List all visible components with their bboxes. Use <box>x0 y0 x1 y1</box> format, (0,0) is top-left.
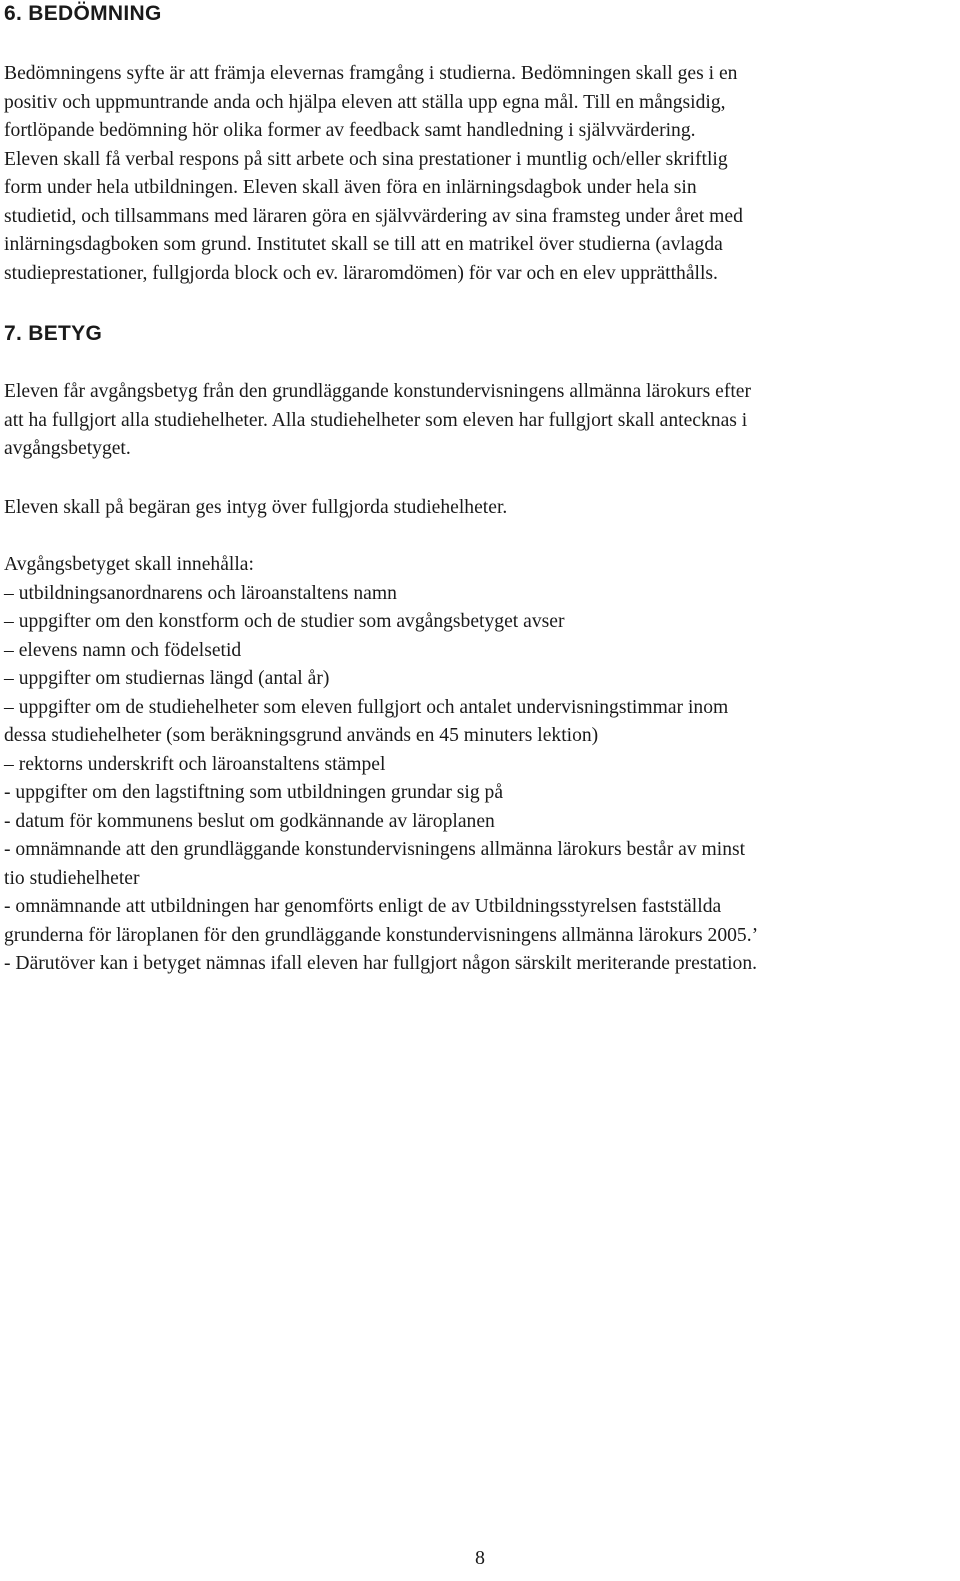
list-item: - omnämnande att den grundläggande konstundervisningens allmänna lärokurs består av minst <box>4 839 746 860</box>
list-item: - omnämnande att utbildningen har genomförts enligt de av Utbildningsstyrelsen fastställda <box>4 896 722 917</box>
text-line: avgångsbetyget. <box>4 438 131 459</box>
list-item: dessa studiehelheter (som beräkningsgrund används en 45 minuters lektion) <box>4 725 599 746</box>
list-item: - Därutöver kan i betyget nämnas ifall eleven har fullgjort någon särskilt meriterande prestation. <box>4 953 758 974</box>
text-line: att ha fullgjort alla studiehelheter. Alla studiehelheter som eleven har fullgjort skall antecknas i <box>4 409 748 431</box>
list-item: – rektorns underskrift och läroanstaltens stämpel <box>4 753 386 775</box>
text-line: Eleven skall på begäran ges intyg över fullgjorda studiehelheter. <box>4 497 508 518</box>
section-7-paragraph-2 <box>4 494 507 523</box>
list-item: - datum för kommunens beslut om godkännande av läroplanen <box>4 810 495 832</box>
list-item: tio studiehelheter <box>4 867 140 889</box>
page-number: 8 <box>475 1547 485 1569</box>
section-6-heading: 6. BEDÖMNING <box>4 2 162 25</box>
text-line: studieprestationer, fullgjorda block och ev. läraromdömen) för var och en elev upprätthålls. <box>4 262 718 284</box>
list-item: – uppgifter om studiernas längd (antal år) <box>4 668 330 689</box>
text-line: Bedömningens syfte är att främja elevernas framgång i studierna. Bedömningen skall ges i en <box>4 63 738 84</box>
section-7-paragraph-1 <box>4 378 751 464</box>
list-item: grunderna för läroplanen för den grundläggande konstundervisningens allmänna lärokurs 2005.’ <box>4 924 759 946</box>
text-line: positiv och uppmuntrande anda och hjälpa eleven att ställa upp egna mål. Till en mångsidig, <box>4 91 726 113</box>
list-item: - uppgifter om den lagstiftning som utbildningen grundar sig på <box>4 782 504 803</box>
text-line: inlärningsdagboken som grund. Institutet skall se till att en matrikel över studierna (avlagda <box>4 234 723 255</box>
section-6-paragraph <box>4 60 743 288</box>
text-line: fortlöpande bedömning hör olika former av feedback samt handledning i självvärdering. <box>4 120 696 141</box>
section-7-heading: 7. BETYG <box>4 322 103 345</box>
list-item: – uppgifter om den konstform och de studier som avgångsbetyget avser <box>4 611 565 632</box>
text-line: Eleven skall få verbal respons på sitt arbete och sina prestationer i muntlig och/eller skriftlig <box>4 148 728 170</box>
text-line: studietid, och tillsammans med läraren göra en självvärdering av sina framsteg under året med <box>4 205 743 227</box>
text-line: form under hela utbildningen. Eleven skall även föra en inlärningsdagbok under hela sin <box>4 177 697 198</box>
list-item: – utbildningsanordnarens och läroanstaltens namn <box>4 582 397 604</box>
certificate-contents-list <box>4 551 758 979</box>
text-line: Eleven får avgångsbetyg från den grundläggande konstundervisningens allmänna lärokurs efter <box>4 381 752 402</box>
list-item: – uppgifter om de studiehelheter som eleven fullgjort och antalet undervisningstimmar inom <box>4 696 729 718</box>
list-item: – elevens namn och födelsetid <box>4 639 242 661</box>
list-intro: Avgångsbetyget skall innehålla: <box>4 554 254 575</box>
